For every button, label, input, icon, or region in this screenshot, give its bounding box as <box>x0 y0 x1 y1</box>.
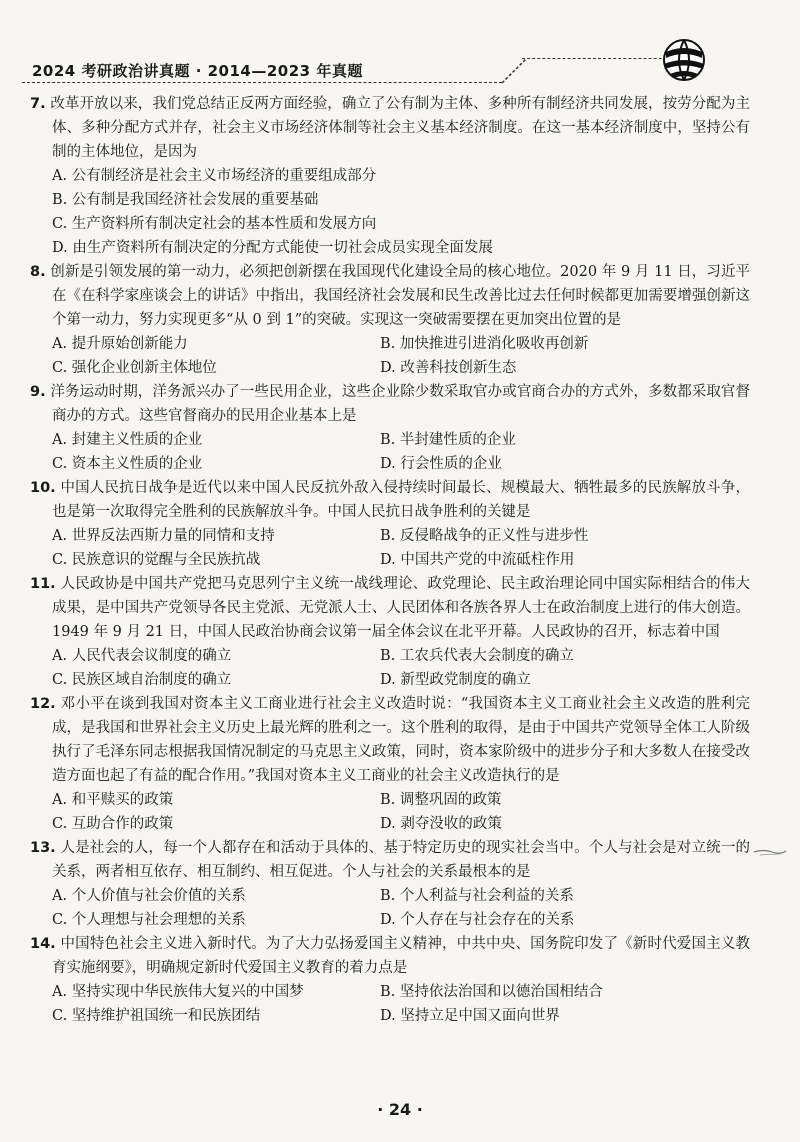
question-text: 中国人民抗日战争是近代以来中国人民反抗外敌入侵持续时间最长、规模最大、牺牲最多的民族解放斗争，也是第一次取得完全胜利的民族解放斗争。中国人民抗日战争胜利的关键是 <box>52 480 751 520</box>
header-slant-line <box>500 58 530 84</box>
question-number: 14. <box>30 936 56 952</box>
option-d: D. 个人存在与社会存在的关系 <box>380 912 575 928</box>
globe-icon <box>660 36 708 84</box>
option-c: C. 强化企业创新主体地位 <box>52 360 217 376</box>
question-7 <box>30 92 750 260</box>
question-text: 创新是引领发展的第一动力，必须把创新摆在我国现代化建设全局的核心地位。2020 年 9 月 11 日，习近平在《在科学家座谈会上的讲话》中指出，我国经济社会发展和民生改善比过去任何时候都更加需要增强创新这个第一动力，努力实现更多“从 0 到 1”的突破。实现这一突破需要摆在更加突出位置的是 <box>50 264 751 328</box>
question-stem <box>30 932 750 980</box>
question-stem <box>30 836 750 884</box>
option-d: D. 剥夺没收的政策 <box>380 816 502 832</box>
question-number: 10. <box>30 480 56 496</box>
question-text: 人是社会的人，每一个人都存在和活动于具体的、基于特定历史的现实社会当中。个人与社会是对立统一的关系，两者相互依存、相互制约、相互促进。个人与社会的关系最根本的是 <box>52 840 751 880</box>
question-12 <box>30 692 750 836</box>
options <box>30 980 750 1028</box>
option-a: A. 和平赎买的政策 <box>52 792 174 808</box>
question-text: 邓小平在谈到我国对资本主义工商业进行社会主义改造时说：“我国资本主义工商业社会主义改造的胜利完成，是我国和世界社会主义历史上最光辉的胜利之一。这个胜利的取得，是由于中国共产党领导全体工人阶级执行了毛泽东同志根据我国情况制定的马克思主义政策，同时，资本家阶级中的进步分子和大多数人在接受改造方面也起了有益的配合作用。”我国对资本主义工商业的社会主义改造执行的是 <box>52 696 750 784</box>
question-stem <box>30 260 750 332</box>
option-b: B. 坚持依法治国和以德治国相结合 <box>380 984 603 1000</box>
question-number: 8. <box>30 264 46 280</box>
option-d: D. 新型政党制度的确立 <box>380 672 531 688</box>
question-13 <box>30 836 750 932</box>
question-stem <box>30 692 750 788</box>
question-stem <box>30 572 750 644</box>
question-number: 13. <box>30 840 56 856</box>
option-a: A. 提升原始创新能力 <box>52 336 188 352</box>
options <box>30 788 750 836</box>
option-d: D. 由生产资料所有制决定的分配方式能使一切社会成员实现全面发展 <box>52 240 493 256</box>
header-top-dashed-line <box>522 58 682 59</box>
question-number: 9. <box>30 384 46 400</box>
option-d: D. 行会性质的企业 <box>380 456 502 472</box>
question-number: 11. <box>30 576 56 592</box>
option-c: C. 民族意识的觉醒与全民族抗战 <box>52 552 261 568</box>
option-d: D. 中国共产党的中流砥柱作用 <box>380 552 575 568</box>
question-text: 洋务运动时期，洋务派兴办了一些民用企业，这些企业除少数采取官办或官商合办的方式外，多数都采取官督商办的方式。这些官督商办的民用企业基本上是 <box>50 384 751 424</box>
option-d: D. 改善科技创新生态 <box>380 360 517 376</box>
options <box>30 524 750 572</box>
option-b: B. 公有制是我国经济社会发展的重要基础 <box>52 192 319 208</box>
option-c: C. 生产资料所有制决定社会的基本性质和发展方向 <box>52 216 377 232</box>
option-a: A. 坚持实现中华民族伟大复兴的中国梦 <box>52 984 304 1000</box>
option-a: A. 世界反法西斯力量的同情和支持 <box>52 528 275 544</box>
header-dashed-line <box>22 82 502 83</box>
question-number: 7. <box>30 96 46 112</box>
option-c: C. 互助合作的政策 <box>52 816 174 832</box>
question-number: 12. <box>30 696 56 712</box>
question-10 <box>30 476 750 572</box>
question-text: 中国特色社会主义进入新时代。为了大力弘扬爱国主义精神，中共中央、国务院印发了《新时代爱国主义教育实施纲要》，明确规定新时代爱国主义教育的着力点是 <box>52 936 751 976</box>
option-d: D. 坚持立足中国又面向世界 <box>380 1008 560 1024</box>
options <box>30 884 750 932</box>
scan-mark <box>752 846 788 858</box>
question-11 <box>30 572 750 692</box>
options <box>30 332 750 380</box>
option-c: C. 个人理想与社会理想的关系 <box>52 912 246 928</box>
option-a: A. 封建主义性质的企业 <box>52 432 203 448</box>
question-stem <box>30 92 750 164</box>
option-b: B. 调整巩固的政策 <box>380 792 502 808</box>
question-8 <box>30 260 750 380</box>
options <box>30 428 750 476</box>
question-stem <box>30 476 750 524</box>
question-text: 人民政协是中国共产党把马克思列宁主义统一战线理论、政党理论、民主政治理论同中国实际相结合的伟大成果，是中国共产党领导各民主党派、无党派人士、人民团体和各族各界人士在政治制度上进行的伟大创造。1949 年 9 月 21 日，中国人民政治协商会议第一届全体会议在北平开幕。人民政协的召开，标志着中国 <box>52 576 751 640</box>
options <box>30 164 750 260</box>
option-c: C. 民族区域自治制度的确立 <box>52 672 232 688</box>
option-b: B. 半封建性质的企业 <box>380 432 516 448</box>
question-text: 改革开放以来，我们党总结正反两方面经验，确立了公有制为主体、多种所有制经济共同发展，按劳分配为主体、多种分配方式并存，社会主义市场经济体制等社会主义基本经济制度。在这一基本经济制度中，坚持公有制的主体地位，是因为 <box>50 96 751 160</box>
option-b: B. 反侵略战争的正义性与进步性 <box>380 528 589 544</box>
page-number: · 24 · <box>377 1100 423 1119</box>
option-b: B. 加快推进引进消化吸收再创新 <box>380 336 589 352</box>
options <box>30 644 750 692</box>
header-title: 2024 考研政治讲真题 · 2014—2023 年真题 <box>32 62 363 80</box>
option-b: B. 个人利益与社会利益的关系 <box>380 888 574 904</box>
question-14 <box>30 932 750 1028</box>
option-a: A. 公有制经济是社会主义市场经济的重要组成部分 <box>52 168 377 184</box>
question-stem <box>30 380 750 428</box>
question-9 <box>30 380 750 476</box>
question-list <box>30 92 750 1028</box>
option-a: A. 个人价值与社会价值的关系 <box>52 888 246 904</box>
option-a: A. 人民代表会议制度的确立 <box>52 648 232 664</box>
option-c: C. 资本主义性质的企业 <box>52 456 203 472</box>
page-header <box>22 48 722 88</box>
option-b: B. 工农兵代表大会制度的确立 <box>380 648 574 664</box>
option-c: C. 坚持维护祖国统一和民族团结 <box>52 1008 261 1024</box>
